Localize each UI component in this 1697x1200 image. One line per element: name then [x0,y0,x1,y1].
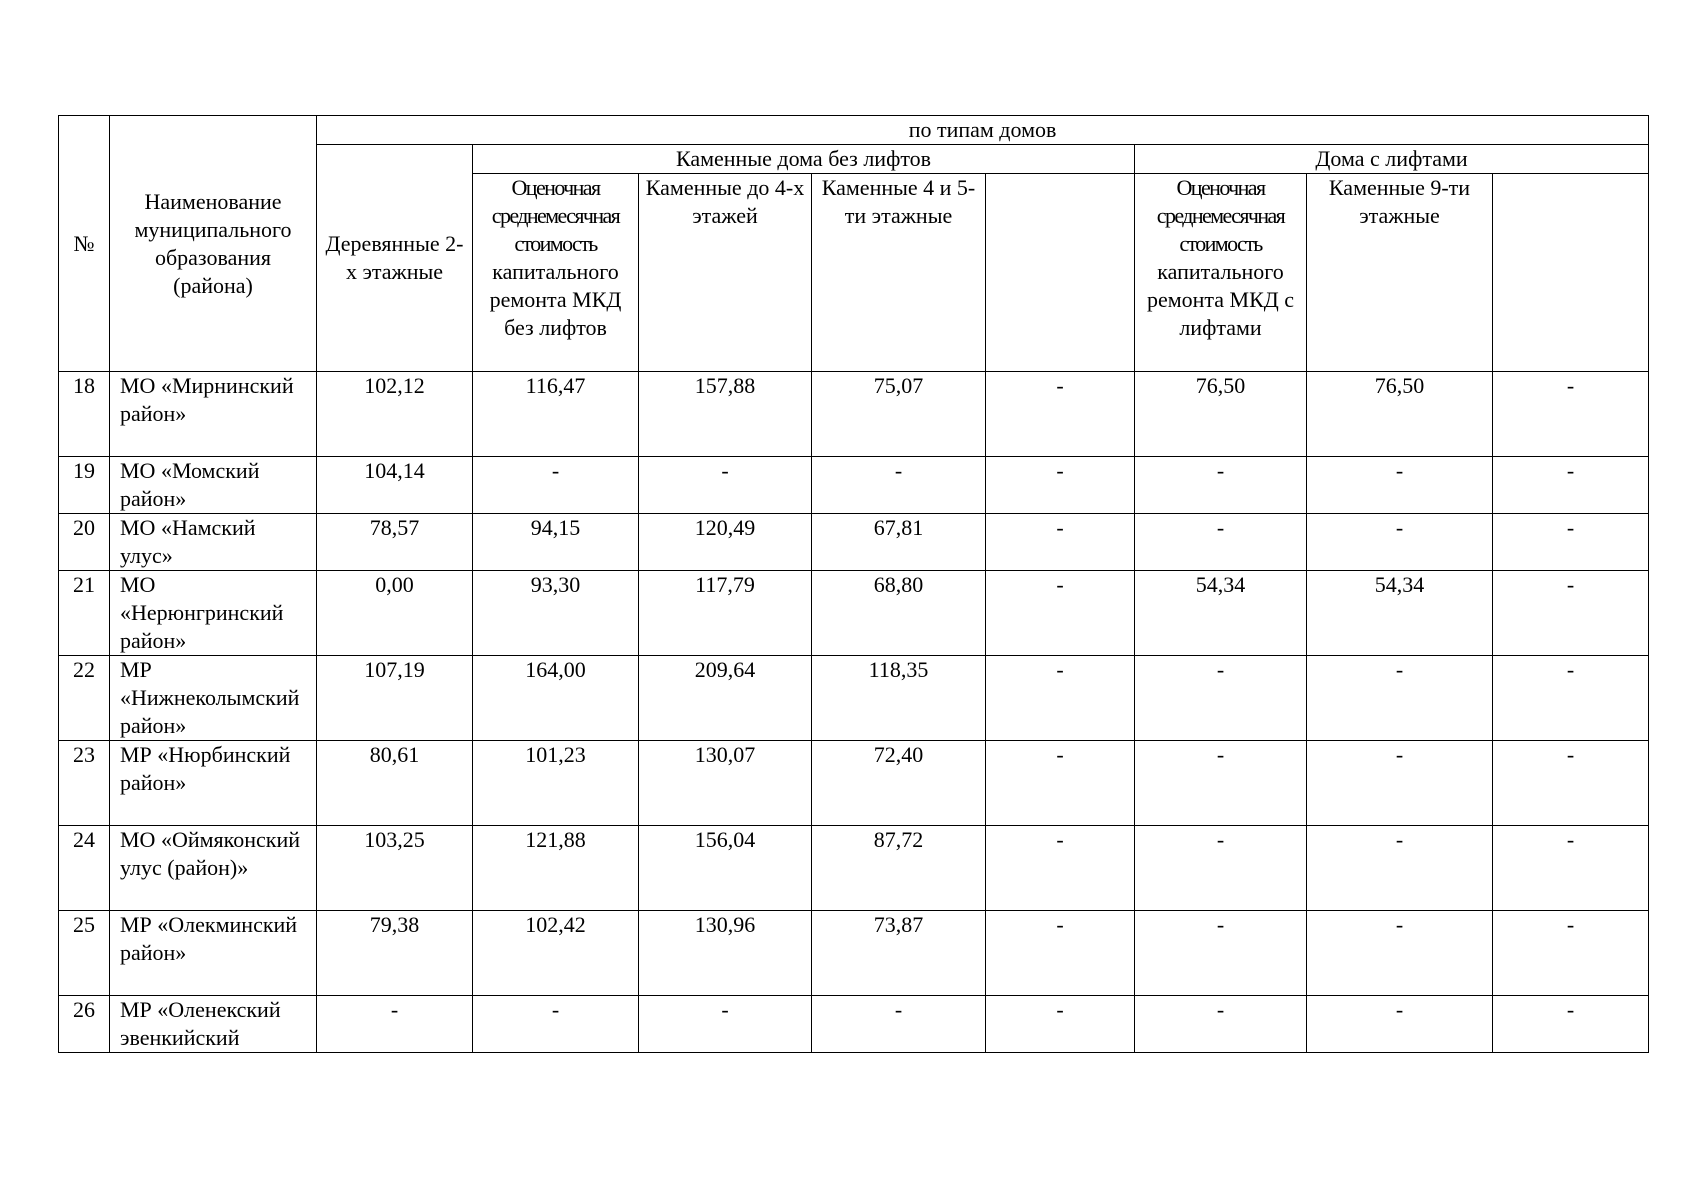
value-cell: - [1307,911,1493,996]
value-cell: 76,50 [1307,372,1493,457]
value-cell: - [812,457,986,514]
value-cell: 87,72 [812,826,986,911]
row-number: 18 [59,372,110,457]
header-municipality: Наименование муниципального образования (района) [110,116,317,372]
row-number: 20 [59,514,110,571]
row-number: 19 [59,457,110,514]
header-stone-blank [986,174,1135,372]
header-number: № [59,116,110,372]
municipality-name: МО «Оймяконский улус (район)» [110,826,317,911]
municipality-name: МО «Намский улус» [110,514,317,571]
table-row [59,656,1649,741]
header-stone-avg-cost: Оценочная среднемесячная стоимость капитального ремонта МКД без лифтов [473,174,639,372]
value-cell: - [1135,457,1307,514]
tariff-table [58,115,1649,1053]
municipality-name: МР «Оленекский эвенкийский [110,996,317,1053]
value-cell: - [1493,571,1649,656]
row-number: 24 [59,826,110,911]
value-cell: 103,25 [317,826,473,911]
value-cell: 102,12 [317,372,473,457]
municipality-name: МР «Нижнеколымский район» [110,656,317,741]
value-cell: 75,07 [812,372,986,457]
value-cell: 164,00 [473,656,639,741]
value-cell: 104,14 [317,457,473,514]
header-by-house-type: по типам домов [317,116,1649,145]
value-cell: 72,40 [812,741,986,826]
value-cell: - [1135,911,1307,996]
value-cell: 67,81 [812,514,986,571]
value-cell: - [1307,457,1493,514]
value-cell: - [986,996,1135,1053]
value-cell: 157,88 [639,372,812,457]
value-cell: - [986,656,1135,741]
value-cell: 156,04 [639,826,812,911]
value-cell: - [1493,372,1649,457]
municipality-name: МО «Нерюнгринский район» [110,571,317,656]
value-cell: - [1493,996,1649,1053]
value-cell: - [1307,826,1493,911]
value-cell: - [812,996,986,1053]
value-cell: 120,49 [639,514,812,571]
value-cell: 101,23 [473,741,639,826]
value-cell: 121,88 [473,826,639,911]
table-row [59,826,1649,911]
value-cell: 102,42 [473,911,639,996]
value-cell: 107,19 [317,656,473,741]
value-cell: - [1135,656,1307,741]
header-stone-9-floors: Каменные 9-ти этажные [1307,174,1493,372]
row-number: 25 [59,911,110,996]
value-cell: - [473,457,639,514]
value-cell: - [986,741,1135,826]
value-cell: 73,87 [812,911,986,996]
table-row [59,911,1649,996]
header-stone-4-5-floors: Каменные 4 и 5-ти этажные [812,174,986,372]
municipality-name: МО «Мирнинский район» [110,372,317,457]
value-cell: - [986,911,1135,996]
value-cell: - [1307,996,1493,1053]
row-number: 22 [59,656,110,741]
header-lift-avg-cost: Оценочная среднемесячная стоимость капитального ремонта МКД с лифтами [1135,174,1307,372]
value-cell: - [1307,514,1493,571]
header-lift-blank [1493,174,1649,372]
value-cell: - [1493,457,1649,514]
table-row [59,741,1649,826]
value-cell: 94,15 [473,514,639,571]
value-cell: 209,64 [639,656,812,741]
table-row [59,457,1649,514]
header-wooden-2-floor: Деревянные 2-х этажные [317,145,473,372]
value-cell: 80,61 [317,741,473,826]
value-cell: 54,34 [1135,571,1307,656]
value-cell: - [1307,656,1493,741]
value-cell: 118,35 [812,656,986,741]
value-cell: - [986,372,1135,457]
municipality-name: МР «Олекминский район» [110,911,317,996]
row-number: 21 [59,571,110,656]
value-cell: - [986,571,1135,656]
value-cell: 0,00 [317,571,473,656]
value-cell: - [473,996,639,1053]
value-cell: - [1135,514,1307,571]
value-cell: 93,30 [473,571,639,656]
value-cell: - [1493,911,1649,996]
value-cell: 117,79 [639,571,812,656]
value-cell: - [639,996,812,1053]
value-cell: - [1135,826,1307,911]
value-cell: - [986,514,1135,571]
value-cell: - [1135,741,1307,826]
header-with-lift: Дома с лифтами [1135,145,1649,174]
row-number: 26 [59,996,110,1053]
value-cell: 116,47 [473,372,639,457]
header-stone-no-lift: Каменные дома без лифтов [473,145,1135,174]
value-cell: - [1493,514,1649,571]
value-cell: 79,38 [317,911,473,996]
value-cell: 76,50 [1135,372,1307,457]
table-row [59,372,1649,457]
municipality-name: МО «Момский район» [110,457,317,514]
value-cell: - [1493,741,1649,826]
value-cell: - [317,996,473,1053]
table-row [59,514,1649,571]
row-number: 23 [59,741,110,826]
value-cell: 68,80 [812,571,986,656]
value-cell: 78,57 [317,514,473,571]
value-cell: 130,07 [639,741,812,826]
value-cell: - [1135,996,1307,1053]
municipality-name: МР «Нюрбинский район» [110,741,317,826]
value-cell: 54,34 [1307,571,1493,656]
value-cell: - [1307,741,1493,826]
value-cell: - [986,826,1135,911]
value-cell: - [639,457,812,514]
value-cell: 130,96 [639,911,812,996]
value-cell: - [1493,656,1649,741]
value-cell: - [1493,826,1649,911]
table-row [59,571,1649,656]
value-cell: - [986,457,1135,514]
table-row [59,996,1649,1053]
header-stone-up-to-4-floors: Каменные до 4-х этажей [639,174,812,372]
